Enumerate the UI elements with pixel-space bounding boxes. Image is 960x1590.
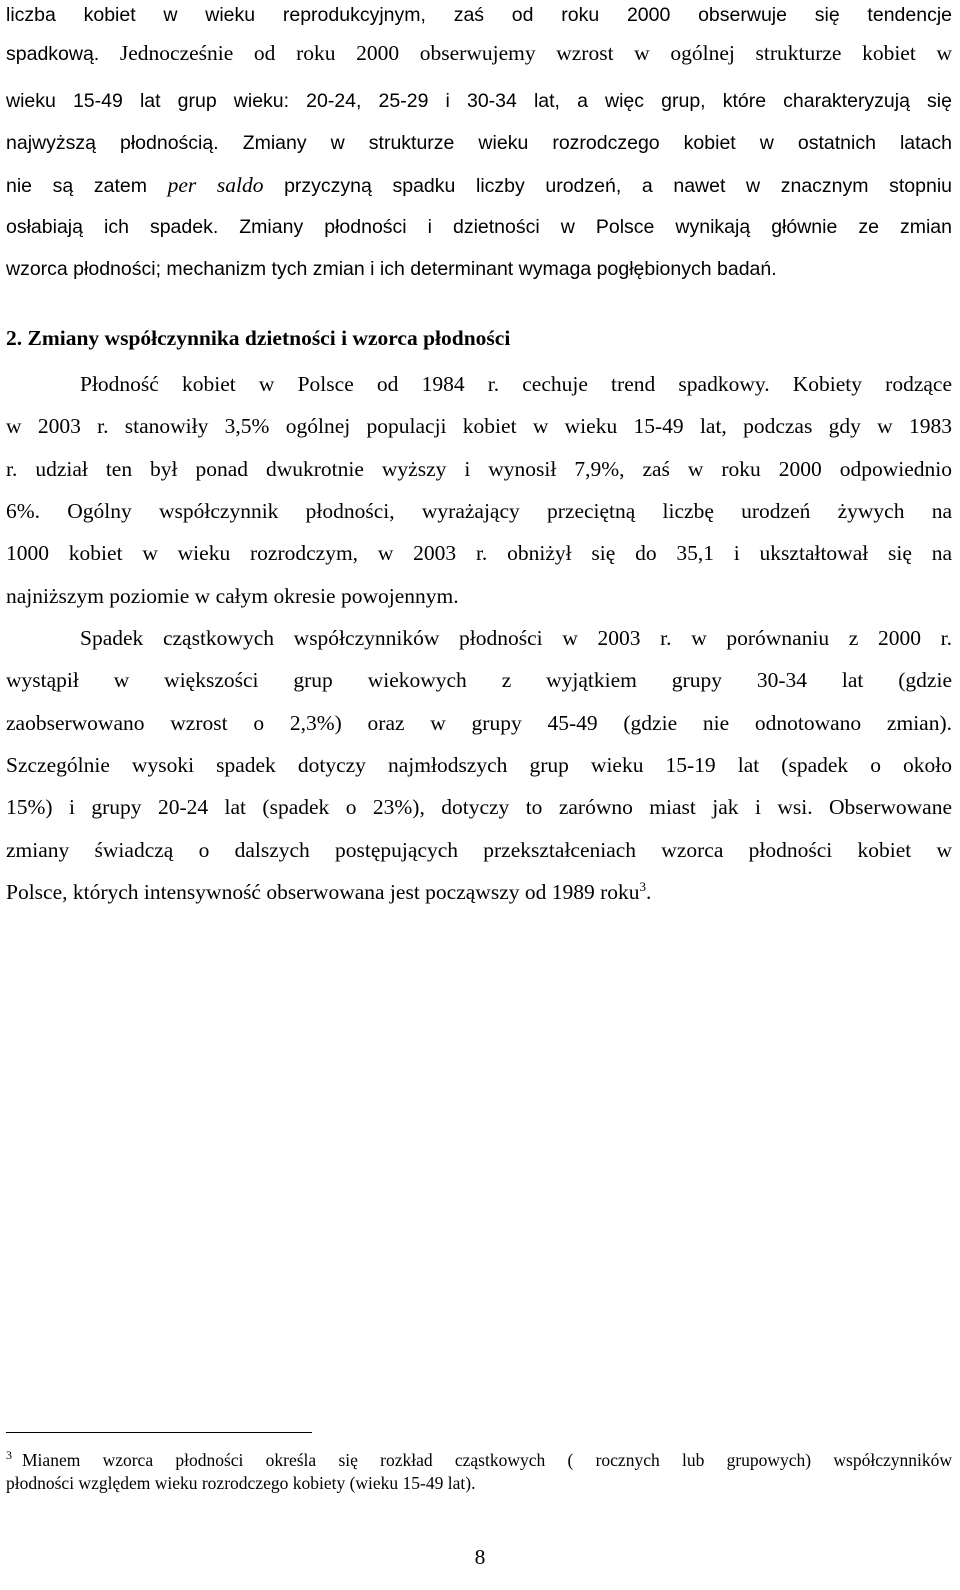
text-span: Szczególnie wysoki spadek dotyczy najmłodszych grup wieku 15-19 lat (spadek o około (6, 753, 952, 777)
text-line (6, 40, 952, 67)
text-span: 1000 kobiet w wieku rozrodczym, w 2003 r. obniżył się do 35,1 i ukształtował się na (6, 541, 952, 565)
text-line (6, 879, 952, 905)
text-span: r. udział ten był ponad dwukrotnie wyższy i wynosił 7,9%, zaś w roku 2000 odpowiednio (6, 457, 952, 481)
text-line (6, 583, 952, 609)
text-line (6, 667, 952, 693)
text-line (6, 498, 952, 524)
text-span: zaobserwowano wzrost o 2,3%) oraz w grupy 45-49 (gdzie nie odnotowano zmian). (6, 711, 952, 735)
footnote-text: Mianem wzorca płodności określa się rozkład cząstkowych ( rocznych lub grupowych) współczynników (22, 1450, 952, 1470)
footnote-line (6, 1472, 952, 1494)
footnote-text: płodności względem wieku rozrodczego kobiety (wieku 15-49 lat). (6, 1473, 476, 1493)
italic-text: per saldo (167, 173, 264, 197)
text-span: osłabiają ich spadek. (6, 216, 219, 238)
text-line (6, 752, 952, 778)
text-span: wieku 15-49 lat grup wieku: 20-24, 25-29 i 30-34 lat, a więc grup, które charakteryzują się (6, 90, 952, 112)
text-span: . (646, 880, 652, 904)
text-line (6, 794, 952, 820)
text-line (6, 413, 952, 439)
text-span: Płodność kobiet w Polsce od 1984 r. cechuje trend spadkowy. Kobiety rodzące (80, 372, 952, 396)
text-line (80, 625, 952, 651)
text-span: Zmiany płodności i dzietności w Polsce wynikają głównie ze zmian (218, 216, 952, 238)
text-span: 6%. Ogólny współczynnik płodności, wyrażający przeciętną liczbę urodzeń żywych na (6, 499, 952, 523)
text-span: Polsce, których intensywność obserwowana jest począwszy od 1989 roku (6, 880, 640, 904)
footnote-reference: 3 (639, 878, 647, 894)
text-line (6, 456, 952, 482)
text-span: spadkową. (6, 43, 100, 65)
text-span: przyczyną spadku liczby urodzeń, a nawet w znacznym stopniu (263, 175, 953, 197)
footnote-divider (6, 1432, 312, 1433)
page-number: 8 (474, 1545, 486, 1569)
text-span: Spadek cząstkowych współczynników płodności w 2003 r. w porównaniu z 2000 r. (80, 626, 952, 650)
text-span: nie są zatem (6, 175, 168, 197)
text-line (80, 371, 952, 397)
text-line (6, 172, 952, 199)
text-line (6, 710, 952, 736)
text-line (6, 837, 952, 863)
text-line (6, 256, 952, 282)
text-span: zmiany świadczą o dalszych postępujących przekształceniach wzorca płodności kobiet w (6, 838, 952, 862)
footnote-line (6, 1449, 952, 1471)
text-line (6, 540, 952, 566)
text-line (6, 214, 952, 240)
section-heading: 2. Zmiany współczynnika dzietności i wzorca płodności (6, 326, 511, 350)
footnote-mark: 3 (6, 1448, 12, 1463)
text-span: Zmiany w strukturze wieku rozrodczego kobiet w ostatnich latach (218, 132, 952, 154)
text-span: liczba kobiet w wieku reprodukcyjnym, zaś od roku 2000 obserwuje się tendencje (6, 4, 952, 26)
text-span: wystąpił w większości grup wiekowych z wyjątkiem grupy 30-34 lat (gdzie (6, 668, 952, 692)
text-span: najniższym poziomie w całym okresie powojennym. (6, 584, 459, 608)
text-line (6, 129, 952, 156)
text-span: 15%) i grupy 20-24 lat (spadek o 23%), dotyczy to zarówno miast jak i wsi. Obserwowane (6, 795, 952, 819)
text-line (6, 2, 952, 28)
text-span: Jednocześnie od roku 2000 obserwujemy wzrost w ogólnej strukturze kobiet w (99, 41, 952, 65)
text-span: w 2003 r. stanowiły 3,5% ogólnej populacji kobiet w wieku 15-49 lat, podczas gdy w 1983 (6, 414, 952, 438)
text-span: wzorca płodności; mechanizm tych zmian i ich determinant wymaga pogłębionych badań. (6, 258, 777, 280)
text-line (6, 88, 952, 114)
text-span: najwyższą płodnością. (6, 132, 219, 154)
